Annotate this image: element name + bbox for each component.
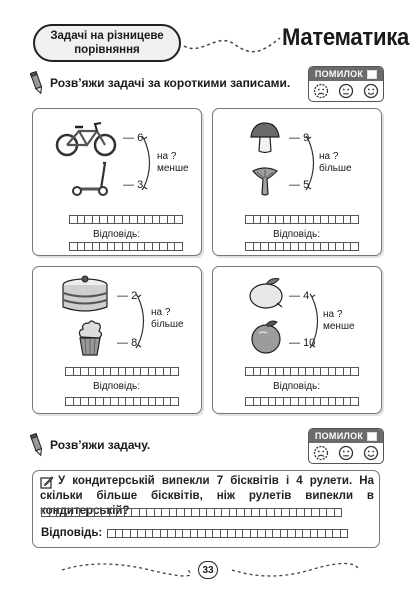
task1-instruction: Розв’яжи задачі за короткими записами. (50, 76, 291, 90)
happy-face-icon[interactable] (363, 445, 379, 461)
errors-count-box[interactable] (367, 70, 377, 79)
answer-grid[interactable] (245, 397, 358, 406)
value-bottom: — 8 (117, 337, 138, 349)
bicycle-icon (55, 121, 117, 157)
cupcake-icon (75, 319, 105, 357)
problem-card-4 (212, 266, 382, 414)
value-bottom: — 10 (289, 337, 316, 349)
errors-widget-task1 (308, 66, 384, 102)
topic-badge (33, 24, 181, 62)
comparison-arrow (141, 135, 157, 191)
answer-grid[interactable] (65, 397, 178, 406)
answer-label: Відповідь: (272, 381, 321, 392)
value-top: — 9 (289, 132, 310, 144)
problem-text: У кондитерській випекли 7 бісквітів і 4 рулети. На скільки більше бісквітів, ніж рулетів випекли в кондитерській? (40, 475, 374, 517)
pencil-icon (30, 432, 44, 458)
problem-card-1 (32, 108, 202, 256)
sad-face-icon[interactable] (313, 445, 329, 461)
errors-count-box[interactable] (367, 432, 377, 441)
solution-grid[interactable] (41, 508, 341, 517)
answer-label: Відповідь: (41, 527, 103, 539)
scooter-icon (69, 161, 115, 197)
solution-grid[interactable] (245, 215, 358, 224)
errors-label: ПОМИЛОК (314, 69, 364, 79)
topic-title: Задачі на різницеве порівняння (50, 30, 164, 56)
comparison-arrow (135, 293, 151, 349)
errors-widget-task2 (308, 428, 384, 464)
page-number-badge (188, 558, 228, 582)
question-note: на ? більше (151, 307, 184, 330)
subject-title: Математика (282, 24, 410, 51)
chanterelle-mushroom-icon (251, 165, 279, 197)
answer-grid[interactable] (69, 242, 182, 251)
pencil-icon (30, 70, 44, 96)
happy-face-icon[interactable] (363, 83, 379, 99)
page-number: 33 (198, 561, 218, 579)
neutral-face-icon[interactable] (338, 445, 354, 461)
value-bottom: — 5 (289, 179, 310, 191)
orange-icon (249, 319, 283, 355)
answer-label: Відповідь: (92, 381, 141, 392)
solution-grid[interactable] (245, 367, 358, 376)
solution-grid[interactable] (65, 367, 178, 376)
task1-heading (30, 70, 290, 96)
errors-label: ПОМИЛОК (314, 431, 364, 441)
answer-grid[interactable] (245, 242, 358, 251)
task2-instruction: Розв’яжи задачу. (50, 438, 151, 452)
value-bottom: — 3 (123, 179, 144, 191)
problem-card-2 (212, 108, 382, 256)
problem-card-3 (32, 266, 202, 414)
question-note: на ? менше (157, 151, 189, 174)
dotted-line-decoration (182, 28, 282, 58)
mushroom-icon (249, 121, 281, 155)
cake-icon (59, 275, 111, 315)
value-top: — 6 (123, 132, 144, 144)
answer-label: Відповідь: (92, 229, 141, 240)
value-top: — 4 (289, 290, 310, 302)
word-problem-card (32, 470, 380, 548)
value-top: — 2 (117, 290, 138, 302)
answer-grid[interactable] (107, 529, 347, 538)
answer-label: Відповідь: (272, 229, 321, 240)
neutral-face-icon[interactable] (338, 83, 354, 99)
task2-heading (30, 432, 150, 458)
question-note: на ? менше (323, 309, 355, 332)
sad-face-icon[interactable] (313, 83, 329, 99)
solution-grid[interactable] (69, 215, 182, 224)
question-note: на ? більше (319, 151, 352, 174)
lemon-icon (247, 277, 285, 311)
